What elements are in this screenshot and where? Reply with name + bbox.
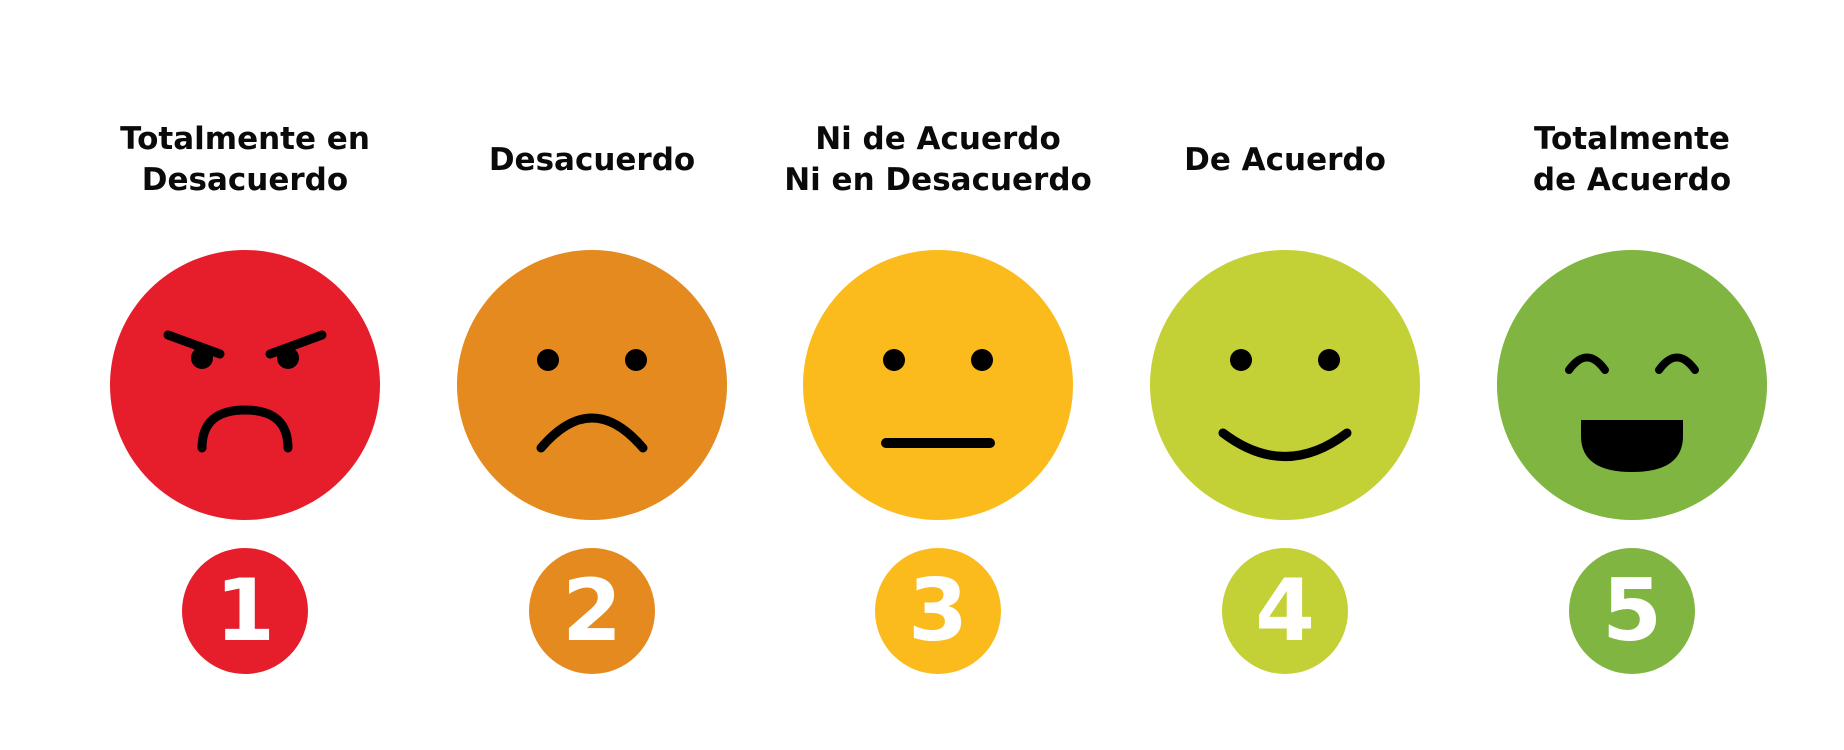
sad-face-icon <box>457 250 727 520</box>
option-label: Ni de Acuerdo Ni en Desacuerdo <box>784 121 1092 198</box>
option-label: De Acuerdo <box>1184 141 1386 178</box>
number-badge: 4 <box>1222 548 1348 674</box>
number-badge: 3 <box>875 548 1001 674</box>
number-badge: 1 <box>182 548 308 674</box>
neutral-face-icon <box>803 250 1073 520</box>
option-label: Totalmente en Desacuerdo <box>120 121 370 198</box>
scale-option-1[interactable] <box>75 0 415 750</box>
number-badge: 5 <box>1569 548 1695 674</box>
scale-option-2[interactable] <box>422 0 762 750</box>
laughing-face-icon <box>1497 250 1767 520</box>
angry-face-icon <box>110 250 380 520</box>
scale-option-4[interactable] <box>1115 0 1455 750</box>
scale-option-5[interactable] <box>1462 0 1802 750</box>
option-label: Desacuerdo <box>488 141 696 178</box>
smiling-face-icon <box>1150 250 1420 520</box>
scale-option-3[interactable] <box>768 0 1108 750</box>
number-badge: 2 <box>529 548 655 674</box>
option-label: Totalmente de Acuerdo <box>1532 121 1732 198</box>
